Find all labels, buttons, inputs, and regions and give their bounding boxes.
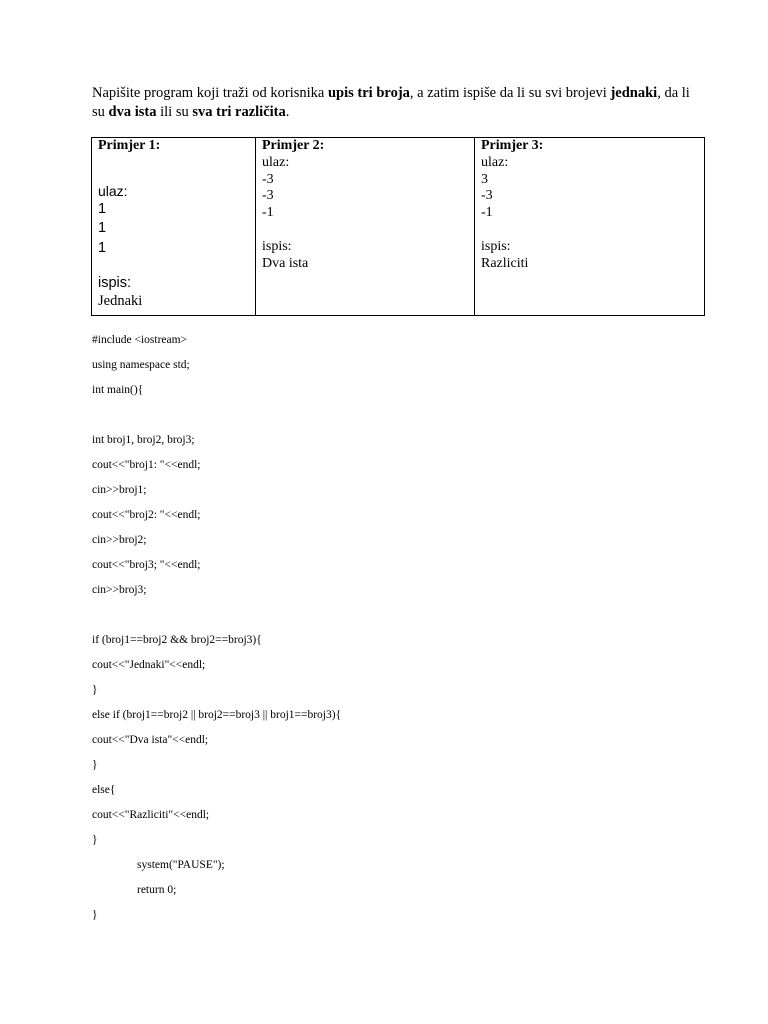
example-1-input-label: ulaz: — [98, 182, 128, 199]
spacer — [262, 222, 468, 239]
example-1-output-label: ispis: — [98, 275, 132, 292]
intro-text-1: Napišite program koji traži od korisnika — [92, 85, 328, 101]
example-1-input-1: 1 — [98, 200, 107, 217]
code-line: } — [92, 684, 98, 696]
code-line: else if (broj1==broj2 || broj2==broj3 || broj1==broj3){ — [92, 709, 342, 721]
example-2-cell — [256, 138, 475, 316]
example-1-heading: Primjer 1: — [98, 138, 161, 153]
code-line: cout<<"broj1: "<<endl; — [92, 459, 201, 471]
code-line: else{ — [92, 784, 116, 796]
code-line: if (broj1==broj2 && broj2==broj3){ — [92, 634, 262, 646]
code-line: #include <iostream> — [92, 334, 188, 346]
code-line: } — [92, 834, 98, 846]
code-line: cout<<"Jednaki"<<endl; — [92, 659, 206, 671]
code-line: cin>>broj1; — [92, 484, 147, 496]
code-line: return 0; — [137, 884, 177, 896]
intro-text-2: , a zatim ispiše da li su svi brojevi — [409, 85, 611, 101]
intro-text-3: , da li su — [92, 85, 690, 120]
example-1-output: Jednaki — [98, 293, 143, 310]
example-3-output: Razliciti — [481, 255, 529, 271]
example-2-input-3: -1 — [262, 205, 274, 221]
example-1-cell — [92, 138, 256, 316]
example-2-input-label: ulaz: — [262, 154, 290, 170]
code-line: cout<<"Razliciti"<<endl; — [92, 809, 210, 821]
example-3-cell — [475, 138, 705, 316]
examples-table — [91, 137, 705, 316]
example-2-heading: Primjer 2: — [262, 138, 325, 153]
task-description — [92, 84, 692, 122]
intro-bold-2: jednaki — [610, 85, 658, 101]
example-2-output-label: ispis: — [262, 238, 292, 254]
intro-text-4: ili su — [156, 104, 193, 120]
intro-bold-3: dva ista — [108, 104, 157, 120]
example-3-output-label: ispis: — [481, 238, 511, 254]
code-line: cout<<"Dva ista"<<endl; — [92, 734, 209, 746]
code-line: } — [92, 909, 98, 921]
example-3-input-2: -3 — [481, 188, 493, 204]
example-3-input-label: ulaz: — [481, 154, 509, 170]
code-line: int broj1, broj2, broj3; — [92, 434, 195, 446]
code-line: using namespace std; — [92, 359, 190, 371]
code-line: cin>>broj2; — [92, 534, 147, 546]
code-line: cout<<"broj3; "<<endl; — [92, 559, 201, 571]
example-2-input-2: -3 — [262, 188, 274, 204]
example-2-output: Dva ista — [262, 255, 309, 271]
spacer — [98, 258, 249, 274]
example-3-heading: Primjer 3: — [481, 138, 544, 153]
spacer — [481, 222, 698, 239]
code-line-blank — [92, 607, 652, 632]
code-line: } — [92, 759, 98, 771]
code-listing — [92, 332, 652, 932]
intro-text-5: . — [285, 104, 290, 120]
example-3-input-3: -1 — [481, 205, 493, 221]
code-line-blank — [92, 407, 652, 432]
example-3-input-1: 3 — [481, 171, 488, 187]
example-1-input-3: 1 — [98, 239, 107, 256]
intro-bold-4: sva tri različita — [192, 104, 286, 120]
code-line: system("PAUSE"); — [137, 859, 225, 871]
intro-bold-1: upis tri broja — [327, 85, 410, 101]
example-2-input-1: -3 — [262, 171, 274, 187]
examples-row — [92, 138, 705, 316]
code-line: cin>>broj3; — [92, 584, 147, 596]
example-1-input-2: 1 — [98, 220, 107, 237]
code-line: cout<<"broj2: "<<endl; — [92, 509, 201, 521]
code-line: int main(){ — [92, 384, 144, 396]
